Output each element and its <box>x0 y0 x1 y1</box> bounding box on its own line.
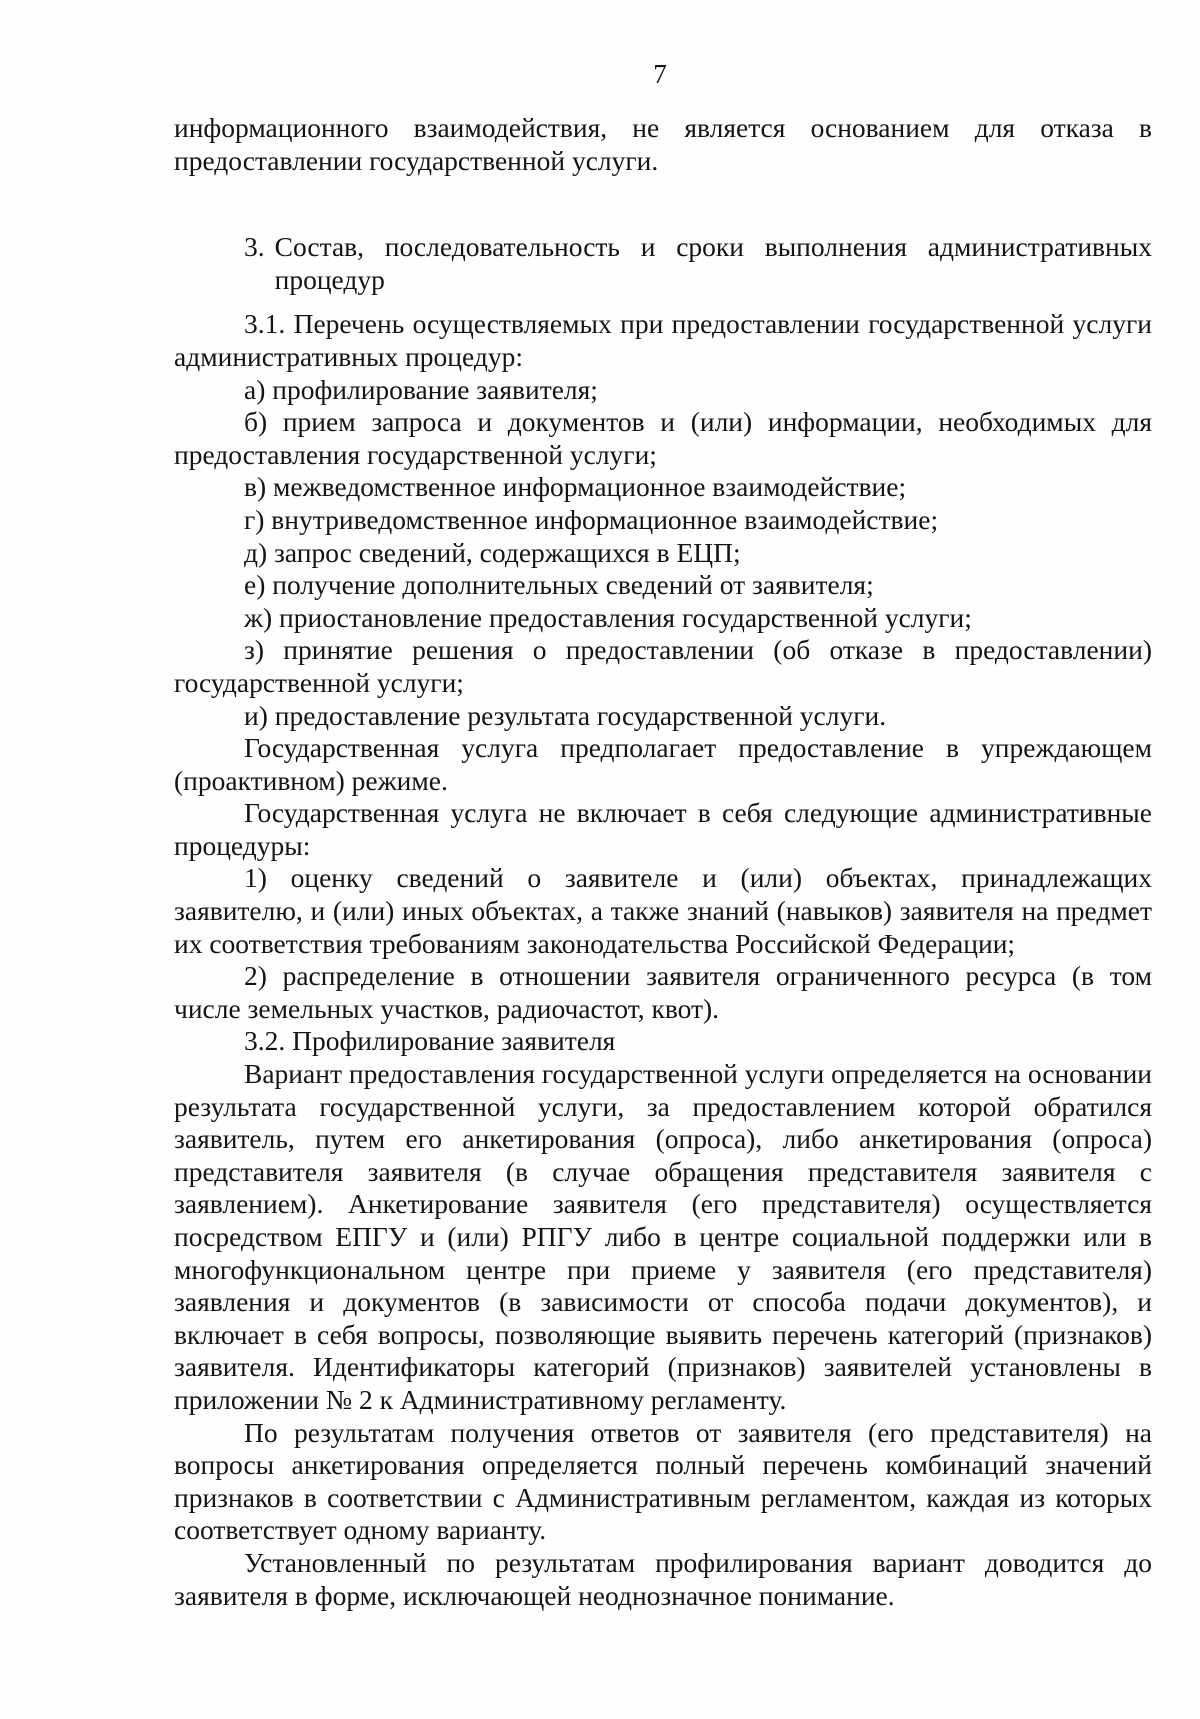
paragraph: д) запрос сведений, содержащихся в ЕЦП; <box>244 536 741 568</box>
paragraph: а) профилирование заявителя; <box>244 373 598 405</box>
paragraph: и) предоставление результата государственной услуги. <box>244 699 887 731</box>
paragraph: в) межведомственное информационное взаимодействие; <box>244 471 907 503</box>
paragraph: Государственная услуга предполагает предоставление в упреждающем (проактивном) режиме. <box>174 732 1152 796</box>
paragraph-list <box>174 308 1152 1612</box>
paragraph: 3.2. Профилирование заявителя <box>244 1025 616 1057</box>
paragraph: Вариант предоставления государственной услуги определяется на основании результата государственной услуги, за предоставлением которой обратился заявитель, путем его анкетирования (опроса), либо анкетирования (опроса) представителя заявителя (в случае обращения представителя заявителя с заявлением). Анкетирование заявителя (его представителя) осуществляется посредством ЕПГУ и (или) РПГУ либо в центре социальной поддержки или в многофункциональном центре при приеме у заявителя (его представителя) заявления и документов (в зависимости от способа подачи документов), и включает в себя вопросы, позволяющие выявить перечень категорий (признаков) заявителя. Идентификаторы категорий (признаков) заявителей установлены в приложении № 2 к Административному регламенту. <box>174 1058 1152 1415</box>
paragraph: По результатам получения ответов от заявителя (его представителя) на вопросы анкетирования определяется полный перечень комбинаций значений признаков в соответствии с Административным регламентом, каждая из которых соответствует одному варианту. <box>174 1416 1152 1546</box>
paragraph: 1) оценку сведений о заявителе и (или) объектах, принадлежащих заявителю, и (или) иных объектах, а также знаний (навыков) заявителя на предмет их соответствия требованиям законодательства Российской Федерации; <box>174 862 1152 959</box>
paragraph: б) прием запроса и документов и (или) информации, необходимых для предоставления государственной услуги; <box>174 406 1152 470</box>
page-number: 7 <box>653 59 667 89</box>
paragraph-continuation: информационного взаимодействия, не является основанием для отказа в предоставлении государственной услуги. <box>174 112 1152 176</box>
section-heading-text: Состав, последовательность и сроки выполнения административных процедур <box>274 231 1152 295</box>
paragraph: Установленный по результатам профилирования вариант доводится до заявителя в форме, исключающей неоднозначное понимание. <box>174 1546 1152 1611</box>
paragraph: Государственная услуга не включает в себя следующие административные процедуры: <box>174 797 1152 861</box>
paragraph: з) принятие решения о предоставлении (об отказе в предоставлении) государственной услуги; <box>174 634 1152 698</box>
paragraph: е) получение дополнительных сведений от заявителя; <box>244 569 874 601</box>
paragraph: ж) приостановление предоставления государственной услуги; <box>244 601 972 633</box>
section-heading <box>244 231 1152 296</box>
document-body <box>174 112 1152 1612</box>
paragraph: 3.1. Перечень осуществляемых при предоставлении государственной услуги административных процедур: <box>174 308 1152 372</box>
section-heading-number: 3. <box>244 231 265 263</box>
paragraph: 2) распределение в отношении заявителя ограниченного ресурса (в том числе земельных участков, радиочастот, квот). <box>174 960 1152 1024</box>
paragraph: г) внутриведомственное информационное взаимодействие; <box>244 503 939 535</box>
